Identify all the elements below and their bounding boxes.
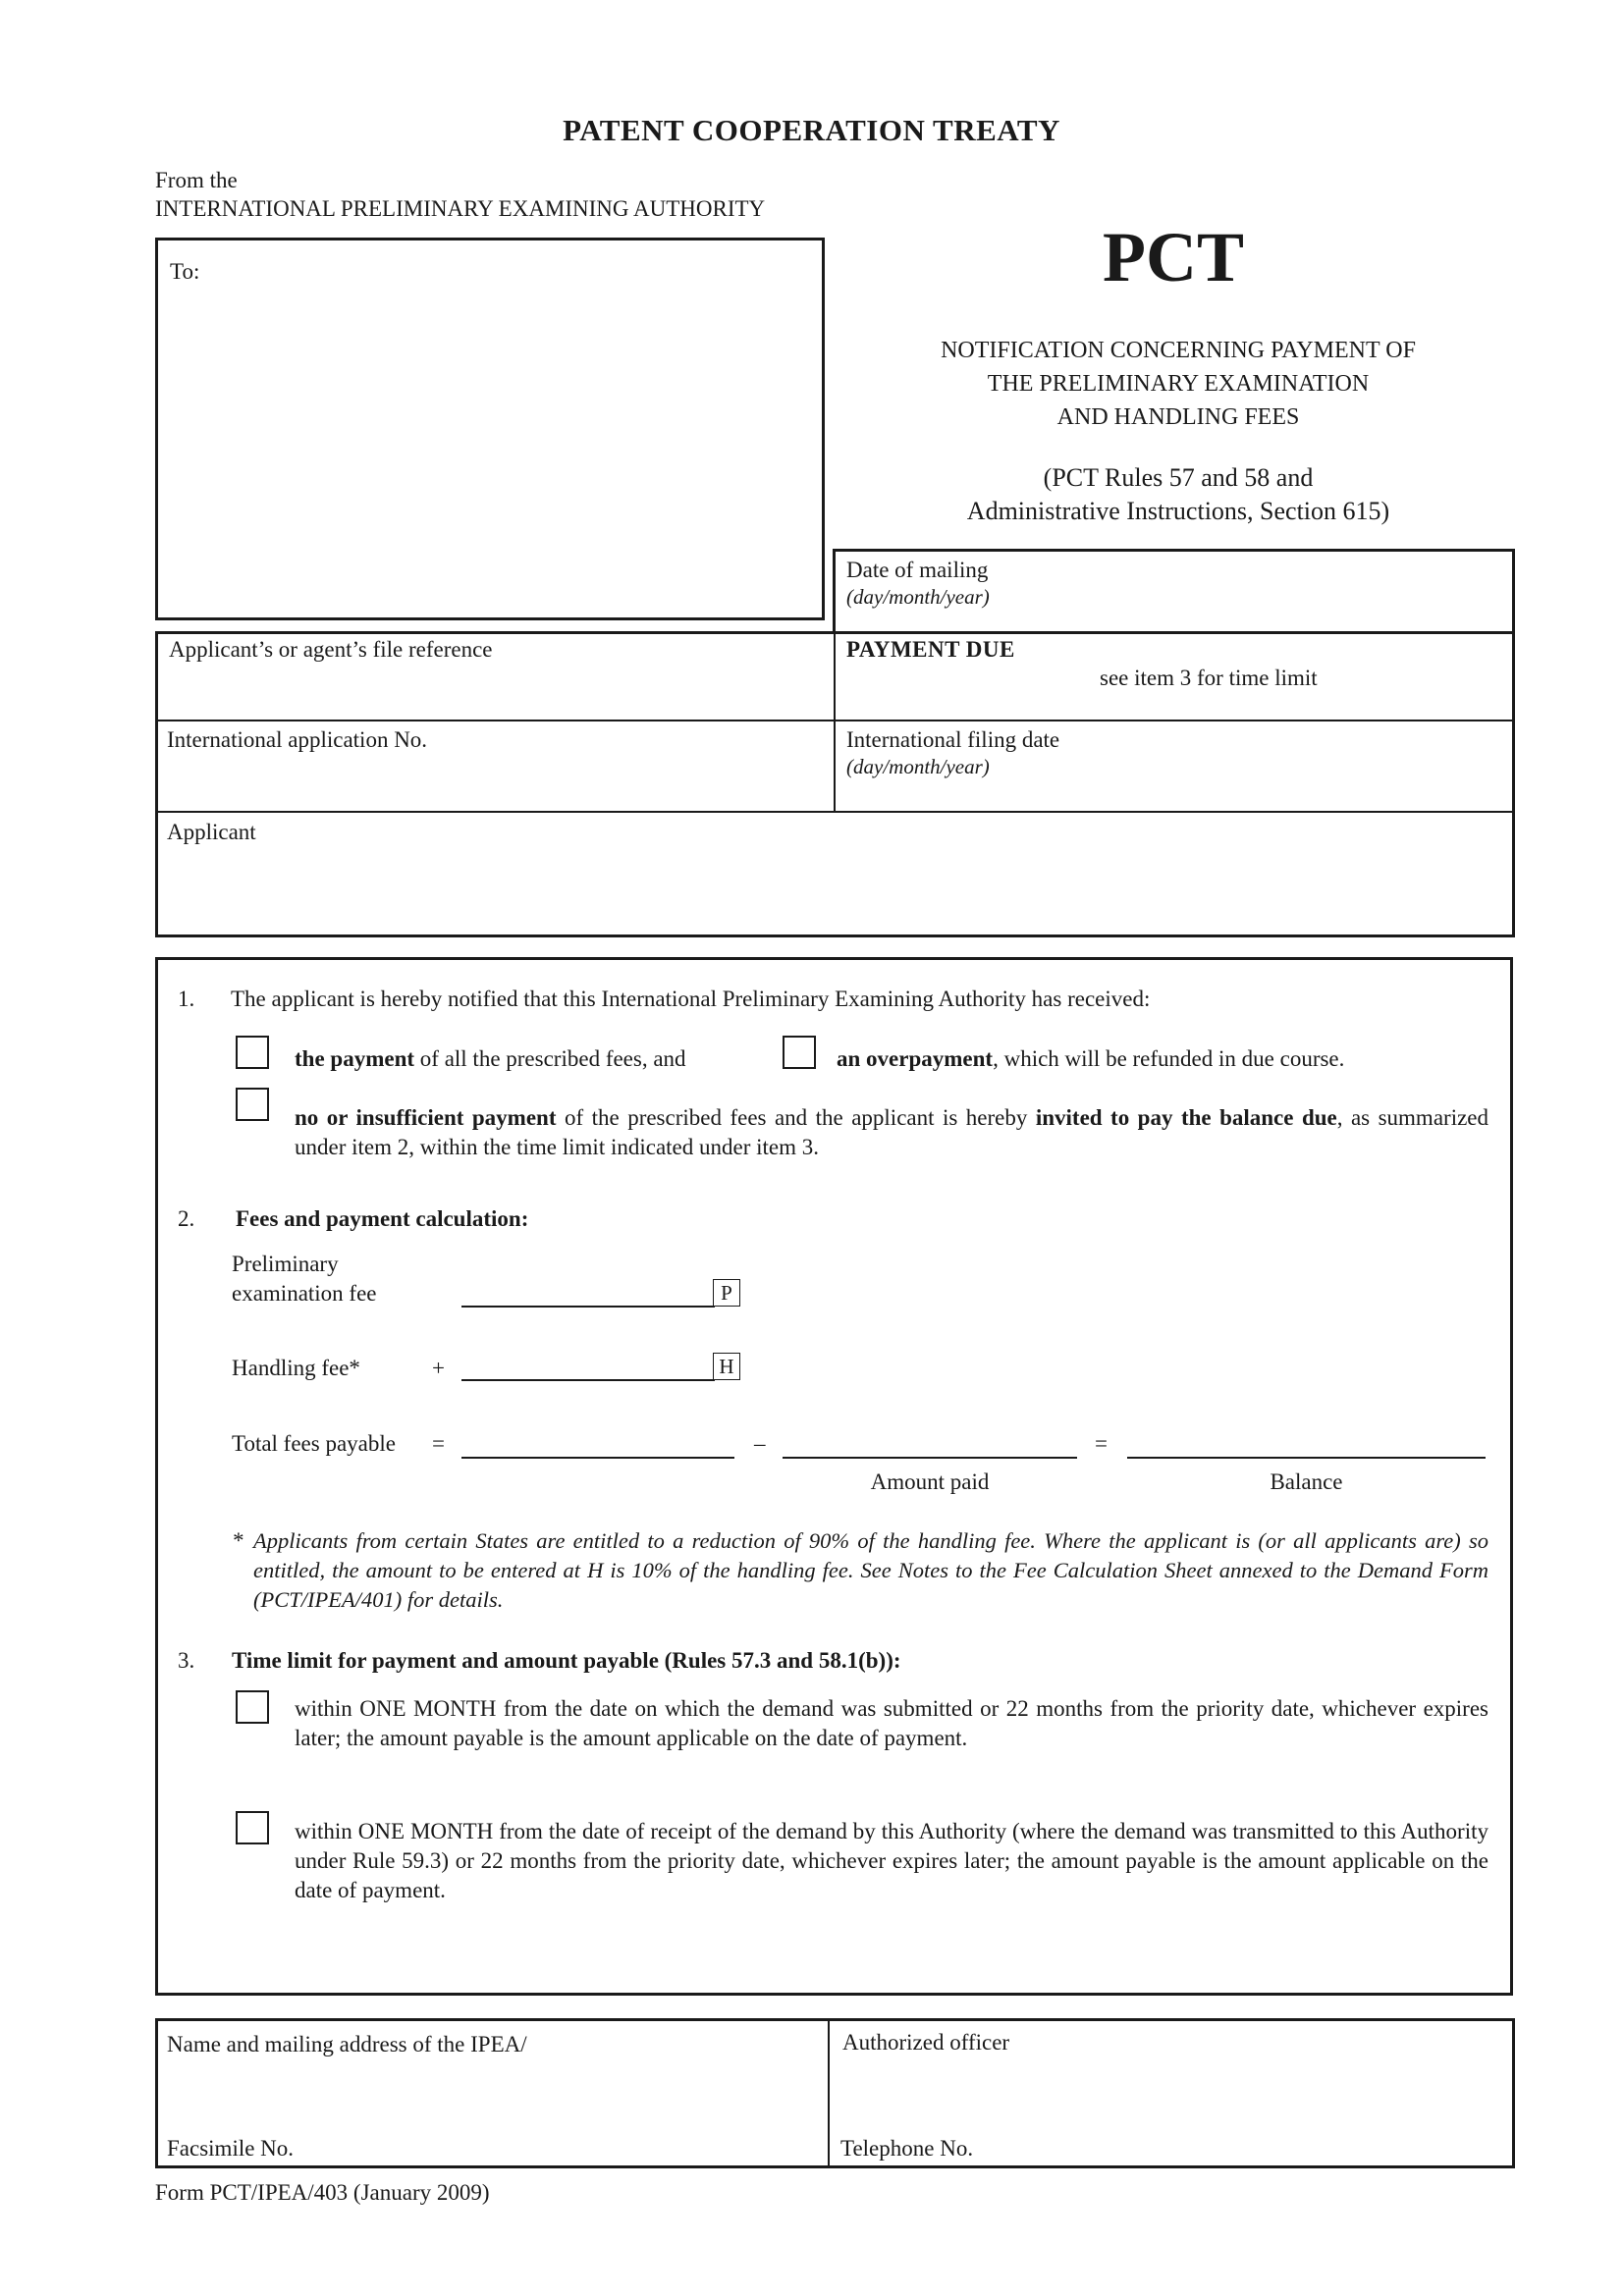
option-payment-received-bold: the payment [295, 1046, 415, 1071]
item-1-intro: The applicant is hereby notified that this International Preliminary Examining Authority has received: [231, 987, 1151, 1011]
item-3-heading: Time limit for payment and amount payable (Rules 57.3 and 58.1(b)): [232, 1648, 901, 1673]
from-line-1: From the [155, 168, 238, 192]
telephone-label: Telephone No. [840, 2136, 974, 2161]
handling-fee-footnote: Applicants from certain States are entitled to a reduction of 90% of the handling fee. Where the applicant is (or all applicants are) so entitled, the amount to be entered at H is 10% of the handling fee. See Notes to the Fee Calculation Sheet annexed to the Demand Form (PCT/IPEA/401) for details. [253, 1528, 1488, 1612]
prelim-fee-label-2: examination fee [232, 1281, 377, 1306]
prelim-fee-line[interactable] [461, 1306, 715, 1308]
from-line-2: INTERNATIONAL PRELIMINARY EXAMINING AUTHORITY [155, 196, 766, 221]
checkbox-overpayment[interactable] [783, 1036, 816, 1069]
notification-title-1: NOTIFICATION CONCERNING PAYMENT OF [941, 338, 1416, 363]
handling-fee-line[interactable] [461, 1379, 715, 1381]
filing-date-label: International filing date [846, 727, 1060, 752]
ipea-address-label: Name and mailing address of the IPEA/ [167, 2032, 527, 2056]
to-label: To: [170, 259, 200, 284]
box-p: P [713, 1279, 740, 1307]
item-2-number: 2. [178, 1206, 195, 1231]
checkbox-insufficient-payment[interactable] [236, 1088, 269, 1121]
payment-due-note: see item 3 for time limit [1100, 666, 1318, 690]
notification-title-3: AND HANDLING FEES [1056, 404, 1300, 430]
authorized-officer-label: Authorized officer [842, 2030, 1010, 2055]
amount-paid-line[interactable] [783, 1457, 1077, 1459]
option-overpayment [837, 1044, 1344, 1074]
date-of-mailing-label: Date of mailing [846, 558, 989, 582]
item-1-number: 1. [178, 987, 195, 1011]
grid-divider-vertical [834, 631, 836, 813]
pct-logo: PCT [1103, 218, 1244, 296]
checkbox-payment-received[interactable] [236, 1036, 269, 1069]
option-insufficient-bold-1: no or insufficient payment [295, 1105, 557, 1130]
handling-fee-label: Handling fee* [232, 1356, 360, 1380]
total-fees-label: Total fees payable [232, 1431, 396, 1456]
option-insufficient-text-2: , as summarized under item 2, within the time limit indicated under item 3. [295, 1105, 1488, 1159]
rules-line-1: (PCT Rules 57 and 58 and [1043, 463, 1314, 492]
equals-sign-2: = [1095, 1431, 1108, 1456]
time-limit-option-2: within ONE MONTH from the date of receipt of the demand by this Authority (where the demand was transmitted to this Authority under Rule 59.3) or 22 months from the priority date, whichever expires later; the amount payable is the amount applicable on the date of payment. [295, 1819, 1488, 1902]
option-overpayment-text: , which will be refunded in due course. [993, 1046, 1345, 1071]
rules-line-2: Administrative Instructions, Section 615) [966, 497, 1390, 525]
plus-sign: + [432, 1356, 445, 1380]
file-reference-label: Applicant’s or agent’s file reference [169, 637, 493, 662]
balance-label: Balance [1270, 1469, 1343, 1494]
date-format-hint: (day/month/year) [846, 585, 990, 609]
equals-sign-1: = [432, 1431, 445, 1456]
item-2-heading: Fees and payment calculation: [236, 1206, 529, 1231]
treaty-title: PATENT COOPERATION TREATY [563, 113, 1060, 147]
time-limit-option-1: within ONE MONTH from the date on which the demand was submitted or 22 months from the priority date, whichever expires later; the amount payable is the amount applicable on the date of payment. [295, 1696, 1488, 1750]
to-address-box[interactable] [155, 238, 825, 620]
prelim-fee-label-1: Preliminary [232, 1252, 339, 1276]
balance-line[interactable] [1127, 1457, 1486, 1459]
option-insufficient-text-1: of the prescribed fees and the applicant is hereby [556, 1105, 1036, 1130]
minus-sign: – [754, 1431, 766, 1456]
amount-paid-label: Amount paid [870, 1469, 990, 1494]
filing-date-format-hint: (day/month/year) [846, 755, 990, 778]
option-insufficient-bold-2: invited to pay the balance due [1035, 1105, 1337, 1130]
notification-title-2: THE PRELIMINARY EXAMINATION [987, 371, 1370, 397]
application-no-label: International application No. [167, 727, 428, 752]
facsimile-label: Facsimile No. [167, 2136, 295, 2161]
applicant-label: Applicant [167, 820, 256, 844]
checkbox-time-limit-1[interactable] [236, 1690, 269, 1724]
box-h: H [713, 1353, 740, 1380]
payment-due-label: PAYMENT DUE [846, 637, 1015, 662]
option-payment-received-text: of all the prescribed fees, and [414, 1046, 686, 1071]
option-overpayment-bold: an overpayment [837, 1046, 994, 1071]
item-3-number: 3. [178, 1648, 195, 1673]
authority-box-divider [828, 2018, 830, 2168]
footnote-star: * [232, 1528, 243, 1553]
total-fees-line[interactable] [461, 1457, 734, 1459]
form-identifier: Form PCT/IPEA/403 (January 2009) [155, 2180, 490, 2205]
option-payment-received [295, 1044, 686, 1074]
checkbox-time-limit-2[interactable] [236, 1811, 269, 1844]
option-insufficient-payment [295, 1103, 1488, 1162]
